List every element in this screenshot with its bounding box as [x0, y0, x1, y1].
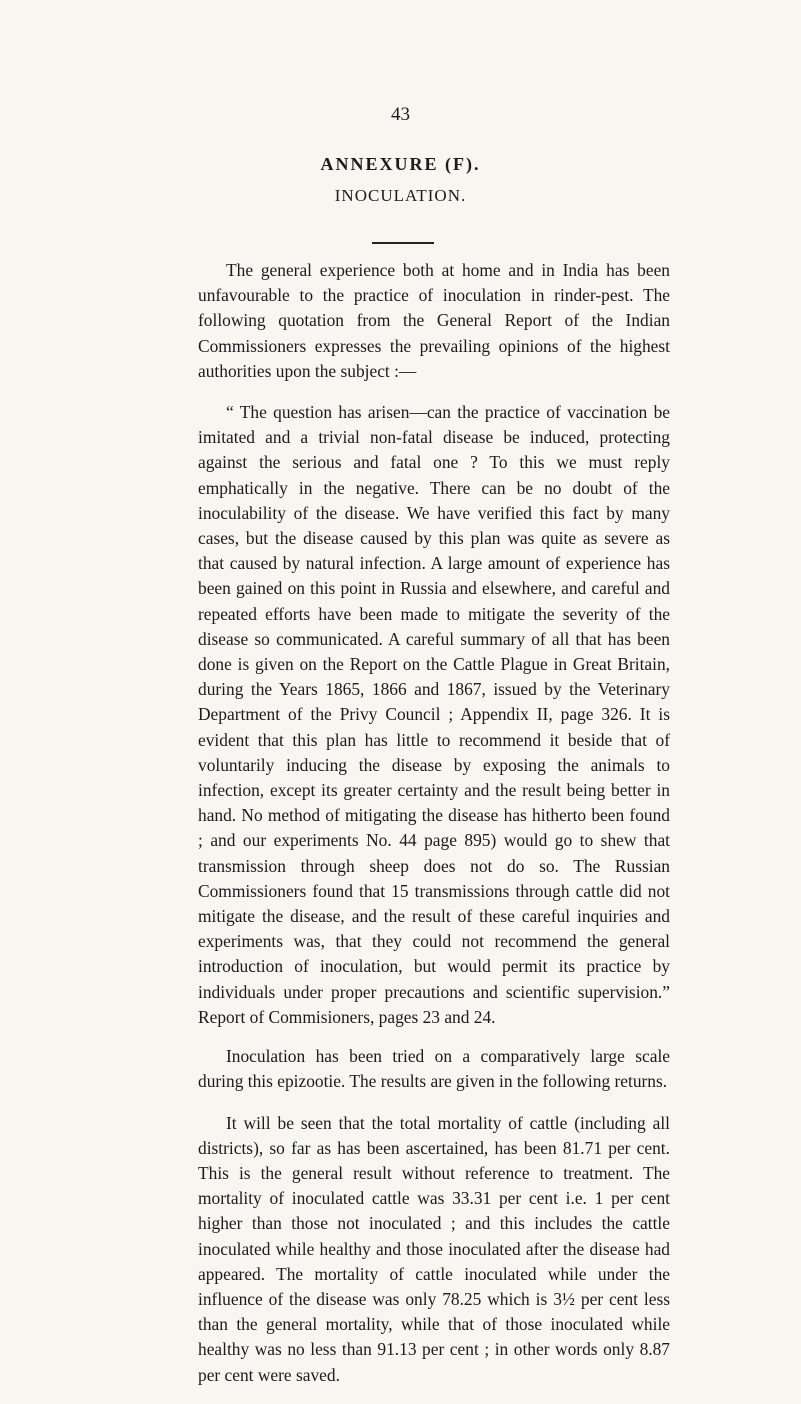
body-text: [198, 258, 670, 1404]
section-subtitle: INOCULATION.: [334, 186, 467, 205]
title-rule: [372, 242, 434, 244]
quotation-paragraph: “ The question has arisen—can the practice of vaccination be imitated and a trivial non-fatal disease be induced, protecting against the serious and fatal one ? To this we must reply emphatically in the negative. There can be no doubt of the inoculability of the disease. We have verified this fact by many cases, but the disease caused by this plan was quite as severe as that caused by natural infection. A large amount of experience has been gained on this point in Russia and elsewhere, and careful and repeated efforts have been made to mitigate the severity of the disease so communicated. A careful summary of all that has been done is given on the Report on the Cattle Plague in Great Britain, during the Years 1865, 1866 and 1867, issued by the Veterinary Department of the Privy Council ; Appendix II, page 326. It is evident that this plan has little to recommend it beside that of voluntarily inducing the disease by exposing the animals to infection, except its greater certainty and the result being better in hand. No method of mitigating the disease has hitherto been found ; and our experiments No. 44 page 895) would go to shew that transmission through sheep does not do so. The Russian Commissioners found that 15 transmissions through cattle did not mitigate the disease, and the result of these careful inquiries and experiments was, that they could not recommend the general introduction of inoculation, but would permit its practice by individuals under proper precautions and scientific supervision.” Report of Commisioners, pages 23 and 24.: [198, 402, 670, 1027]
intro-paragraph: The general experience both at home and in India has been unfavourable to the practice of inoculation in rinder-pest. The following quotation from the General Report of the Indian Commissioners expresses the prevailing opinions of the highest authorities upon the subject :—: [198, 260, 670, 381]
mortality-paragraph: It will be seen that the total mortality of cattle (including all districts), so far as has been ascertained, has been 81.71 per cent. This is the general result without reference to treatment. The mortality of inoculated cattle was 33.31 per cent i.e. 1 per cent higher than those not inoculated ; and this includes the cattle inoculated while healthy and those inoculated after the disease had appeared. The mortality of cattle inoculated while under the influence of the disease was only 78.25 which is 3½ per cent less than the general mortality, while that of those inoculated while healthy was no less than 91.13 per cent ; in other words only 8.87 per cent were saved.: [198, 1112, 670, 1385]
annexure-title: ANNEXURE (F).: [320, 154, 481, 174]
page-number: 43: [391, 104, 410, 125]
inoculation-paragraph: Inoculation has been tried on a comparatively large scale during this epizootie. The results are given in the following returns.: [198, 1046, 670, 1092]
